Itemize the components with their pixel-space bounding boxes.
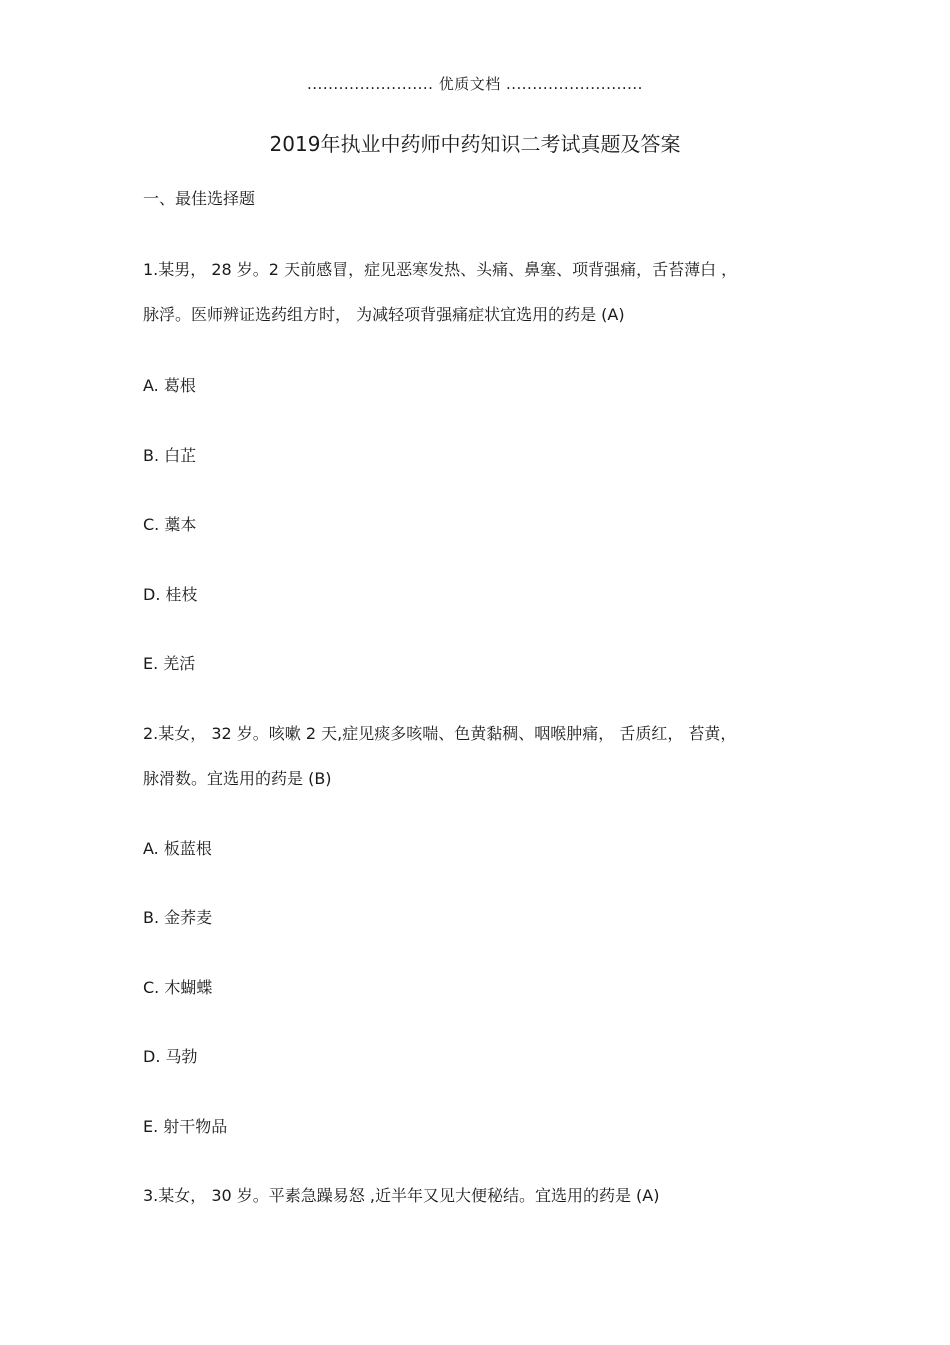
question-2-option-e: E. 射干物品	[143, 1117, 228, 1136]
question-3-line-1: 3.某女， 30 岁。平素急躁易怒 ,近半年又见大便秘结。宜选用的药是 (A)	[143, 1186, 660, 1205]
question-1-option-e: E. 羌活	[143, 654, 196, 673]
question-1-line-2: 脉浮。医师辨证选药组方时， 为减轻项背强痛症状宜选用的药是 (A)	[143, 305, 625, 324]
question-1-option-c: C. 藁本	[143, 515, 197, 534]
question-1-option-a: A. 葛根	[143, 376, 196, 395]
page-header: ........................ 优质文档 ..........................	[307, 75, 643, 93]
question-2-option-c: C. 木蝴蝶	[143, 978, 213, 997]
question-2-option-d: D. 马勃	[143, 1047, 198, 1066]
question-2-option-b: B. 金荞麦	[143, 908, 213, 927]
question-2-line-2: 脉滑数。宜选用的药是 (B)	[143, 769, 332, 788]
question-1-option-b: B. 白芷	[143, 446, 197, 465]
question-1-option-d: D. 桂枝	[143, 585, 198, 604]
question-2-option-a: A. 板蓝根	[143, 839, 212, 858]
question-2-line-1: 2.某女， 32 岁。咳嗽 2 天,症见痰多咳喘、色黄黏稠、咽喉肿痛， 舌质红， 苔黄，	[143, 724, 737, 743]
section-heading: 一、最佳选择题	[143, 189, 256, 208]
document-title: 2019年执业中药师中药知识二考试真题及答案	[269, 132, 681, 156]
question-1-line-1: 1.某男， 28 岁。2 天前感冒，症见恶寒发热、头痛、鼻塞、项背强痛，舌苔薄白 ，	[143, 260, 738, 279]
